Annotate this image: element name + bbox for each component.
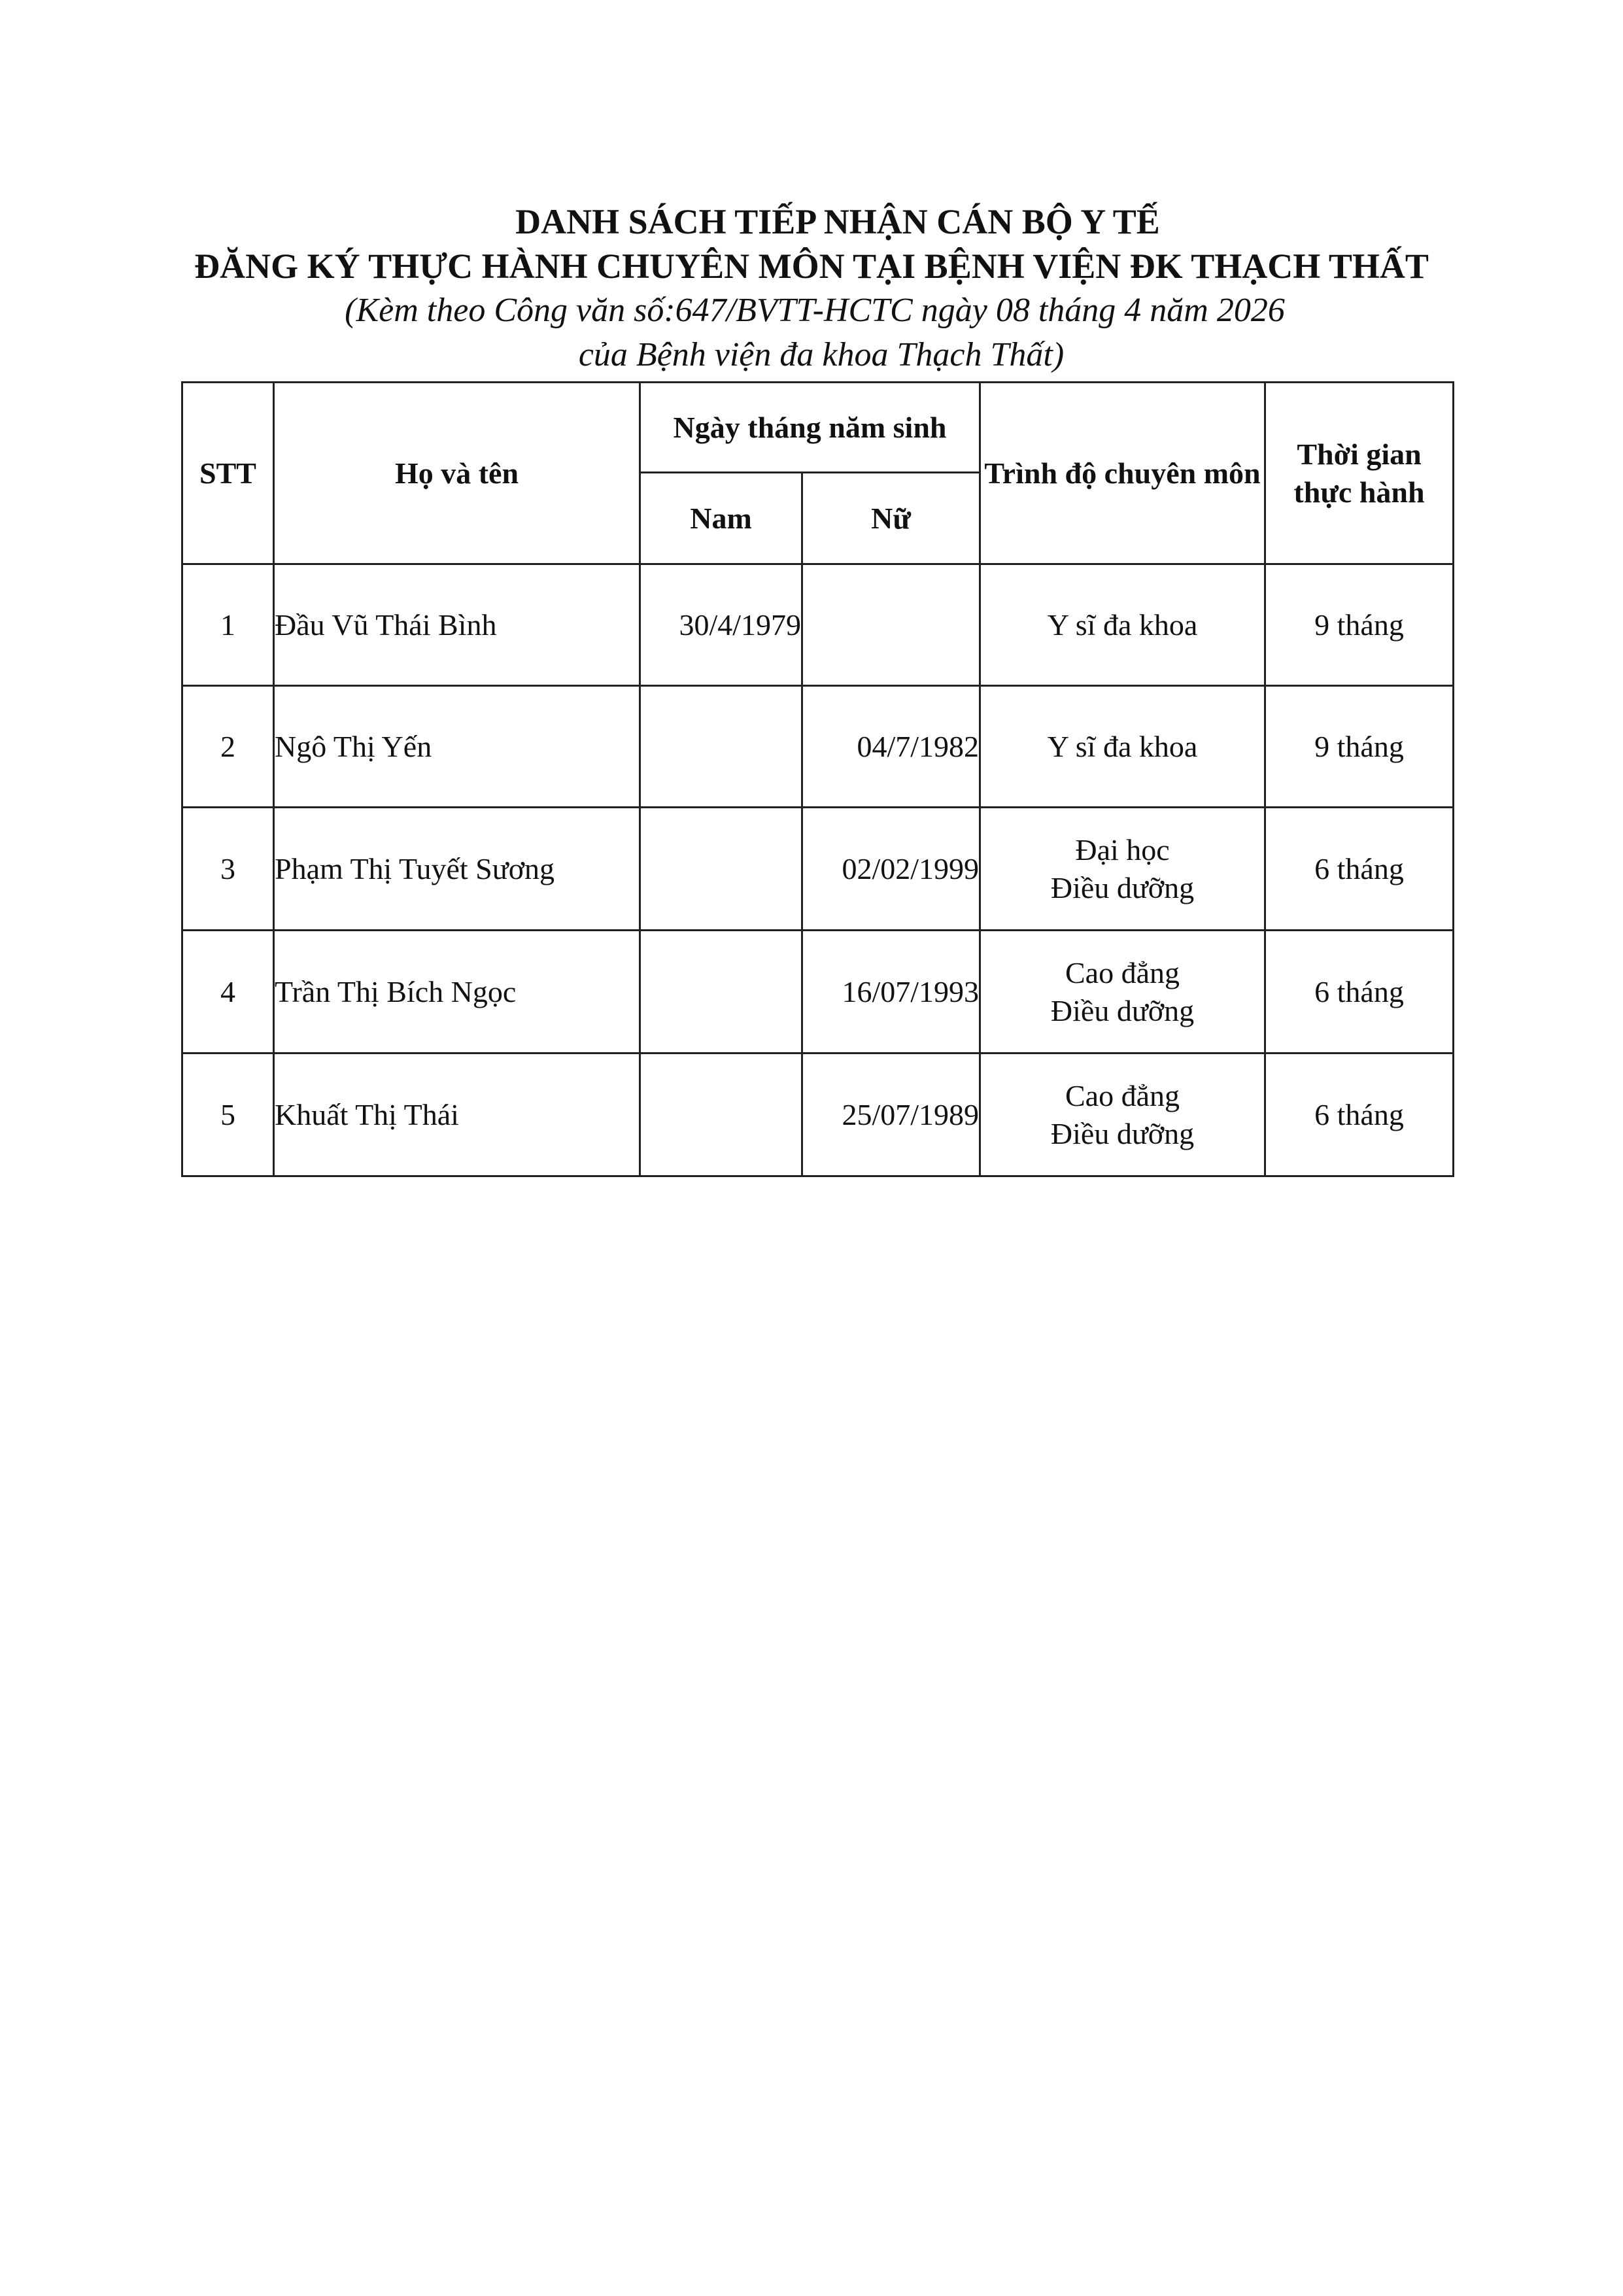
table-header-row xyxy=(182,383,1454,473)
cell-dob-female: 25/07/1989 xyxy=(802,1054,980,1176)
cell-duration: 9 tháng xyxy=(1265,686,1454,808)
col-header-dob-female: Nữ xyxy=(802,473,980,564)
cell-dob-female: 04/7/1982 xyxy=(802,686,980,808)
cell-name: Đầu Vũ Thái Bình xyxy=(274,564,640,686)
cell-qualification: Y sĩ đa khoa xyxy=(980,686,1265,808)
cell-duration: 9 tháng xyxy=(1265,564,1454,686)
col-header-name: Họ và tên xyxy=(274,383,640,564)
cell-stt: 2 xyxy=(182,686,274,808)
staff-roster-table xyxy=(181,381,1454,1177)
cell-qualification: Y sĩ đa khoa xyxy=(980,564,1265,686)
document-header xyxy=(0,199,1623,377)
cell-dob-male xyxy=(640,1054,802,1176)
col-header-stt: STT xyxy=(182,383,274,564)
cell-stt: 5 xyxy=(182,1054,274,1176)
document-issuer: của Bệnh viện đa khoa Thạch Thất) xyxy=(578,336,1065,373)
table-row xyxy=(182,686,1454,808)
cell-duration: 6 tháng xyxy=(1265,931,1454,1054)
cell-name: Trần Thị Bích Ngọc xyxy=(274,931,640,1054)
cell-qualification: Cao đẳng Điều dưỡng xyxy=(980,1054,1265,1176)
cell-stt: 3 xyxy=(182,808,274,931)
document-title-line2: ĐĂNG KÝ THỰC HÀNH CHUYÊN MÔN TẠI BỆNH VIỆN ĐK THẠCH THẤT xyxy=(194,247,1429,286)
cell-dob-male xyxy=(640,931,802,1054)
cell-dob-female: 16/07/1993 xyxy=(802,931,980,1054)
cell-name: Phạm Thị Tuyết Sương xyxy=(274,808,640,931)
col-header-dob: Ngày tháng năm sinh xyxy=(640,383,980,473)
cell-duration: 6 tháng xyxy=(1265,808,1454,931)
cell-name: Khuất Thị Thái xyxy=(274,1054,640,1176)
table-row xyxy=(182,1054,1454,1176)
cell-stt: 4 xyxy=(182,931,274,1054)
col-header-qualification: Trình độ chuyên môn xyxy=(980,383,1265,564)
cell-dob-female: 02/02/1999 xyxy=(802,808,980,931)
col-header-dob-male: Nam xyxy=(640,473,802,564)
col-header-duration: Thời gian thực hành xyxy=(1265,383,1454,564)
cell-duration: 6 tháng xyxy=(1265,1054,1454,1176)
cell-name: Ngô Thị Yến xyxy=(274,686,640,808)
document-title: DANH SÁCH TIẾP NHẬN CÁN BỘ Y TẾ xyxy=(515,202,1160,241)
cell-qualification: Đại học Điều dưỡng xyxy=(980,808,1265,931)
document-reference: (Kèm theo Công văn số:647/BVTT-HCTC ngày 08 tháng 4 năm 2026 xyxy=(345,292,1285,329)
cell-stt: 1 xyxy=(182,564,274,686)
cell-dob-male: 30/4/1979 xyxy=(640,564,802,686)
table-row xyxy=(182,808,1454,931)
cell-dob-male xyxy=(640,686,802,808)
cell-dob-female xyxy=(802,564,980,686)
table-row xyxy=(182,931,1454,1054)
table-row xyxy=(182,564,1454,686)
cell-dob-male xyxy=(640,808,802,931)
cell-qualification: Cao đẳng Điều dưỡng xyxy=(980,931,1265,1054)
